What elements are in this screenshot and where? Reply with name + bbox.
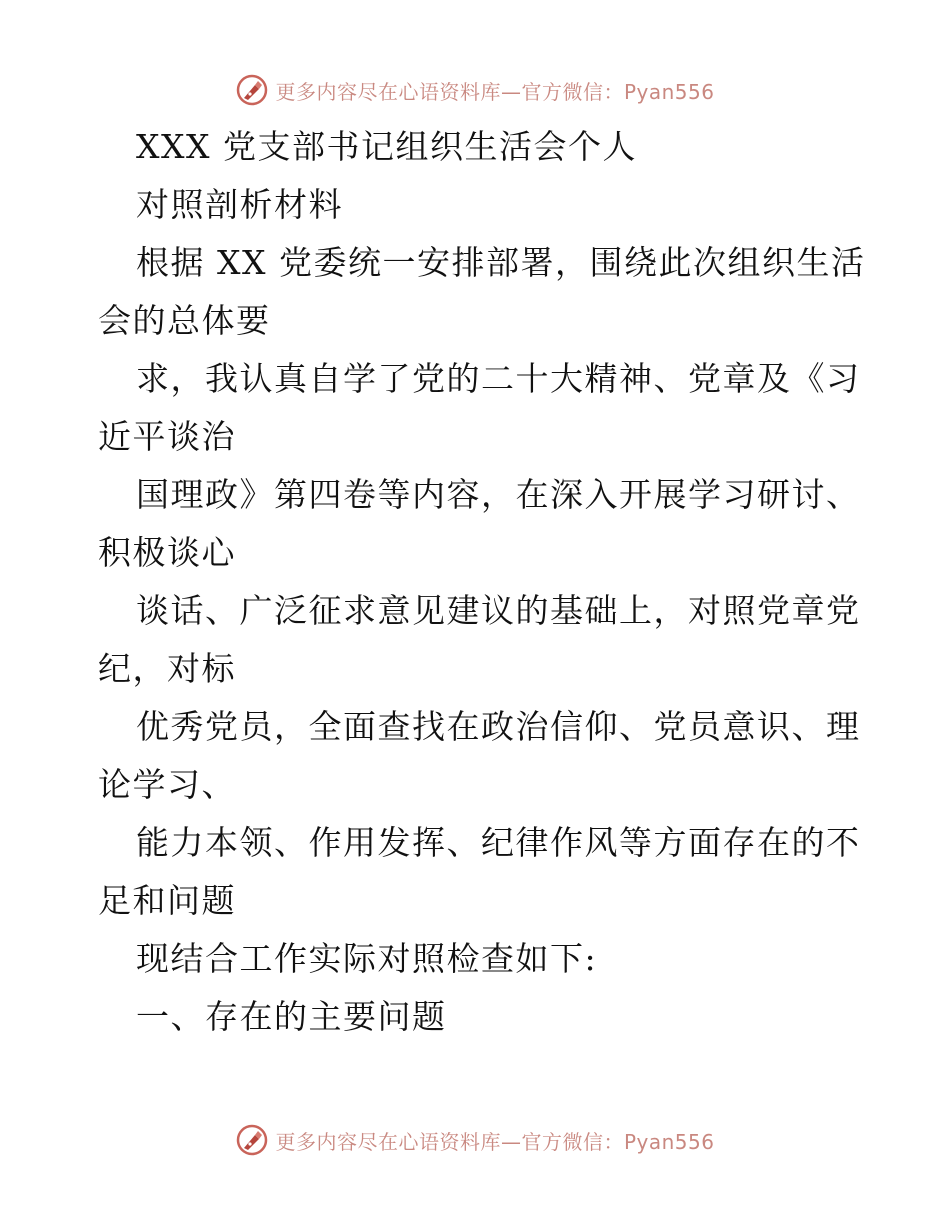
pen-nib-icon xyxy=(235,73,269,107)
watermark-text: 更多内容尽在心语资料库—官方微信：Pyan556 xyxy=(275,79,715,104)
header-watermark xyxy=(0,70,950,110)
section-heading: 一、存在的主要问题 xyxy=(136,997,447,1036)
paragraph-line: 根据 XX 党委统一安排部署，围绕此次组织生活 xyxy=(136,243,866,282)
paragraph-line: 积极谈心 xyxy=(98,533,236,572)
watermark-text: 更多内容尽在心语资料库—官方微信：Pyan556 xyxy=(275,1129,715,1154)
paragraph-line: 谈话、广泛征求意见建议的基础上，对照党章党 xyxy=(136,591,861,630)
pen-nib-icon xyxy=(235,1123,269,1157)
paragraph-line: 现结合工作实际对照检查如下: xyxy=(136,939,598,978)
paragraph-line: 足和问题 xyxy=(98,881,236,920)
doc-title-line-2: 对照剖析材料 xyxy=(136,185,343,224)
paragraph-line: 会的总体要 xyxy=(98,301,271,340)
footer-watermark xyxy=(0,1120,950,1160)
paragraph-line: 近平谈治 xyxy=(98,417,236,456)
paragraph-line: 能力本领、作用发挥、纪律作风等方面存在的不 xyxy=(136,823,861,862)
paragraph-line: 论学习、 xyxy=(98,765,236,804)
paragraph-line: 纪，对标 xyxy=(98,649,236,688)
doc-title-line-1: XXX 党支部书记组织生活会个人 xyxy=(136,127,637,166)
paragraph-line: 优秀党员，全面查找在政治信仰、党员意识、理 xyxy=(136,707,861,746)
paragraph-line: 求，我认真自学了党的二十大精神、党章及《习 xyxy=(136,359,861,398)
paragraph-line: 国理政》第四卷等内容，在深入开展学习研讨、 xyxy=(136,475,861,514)
